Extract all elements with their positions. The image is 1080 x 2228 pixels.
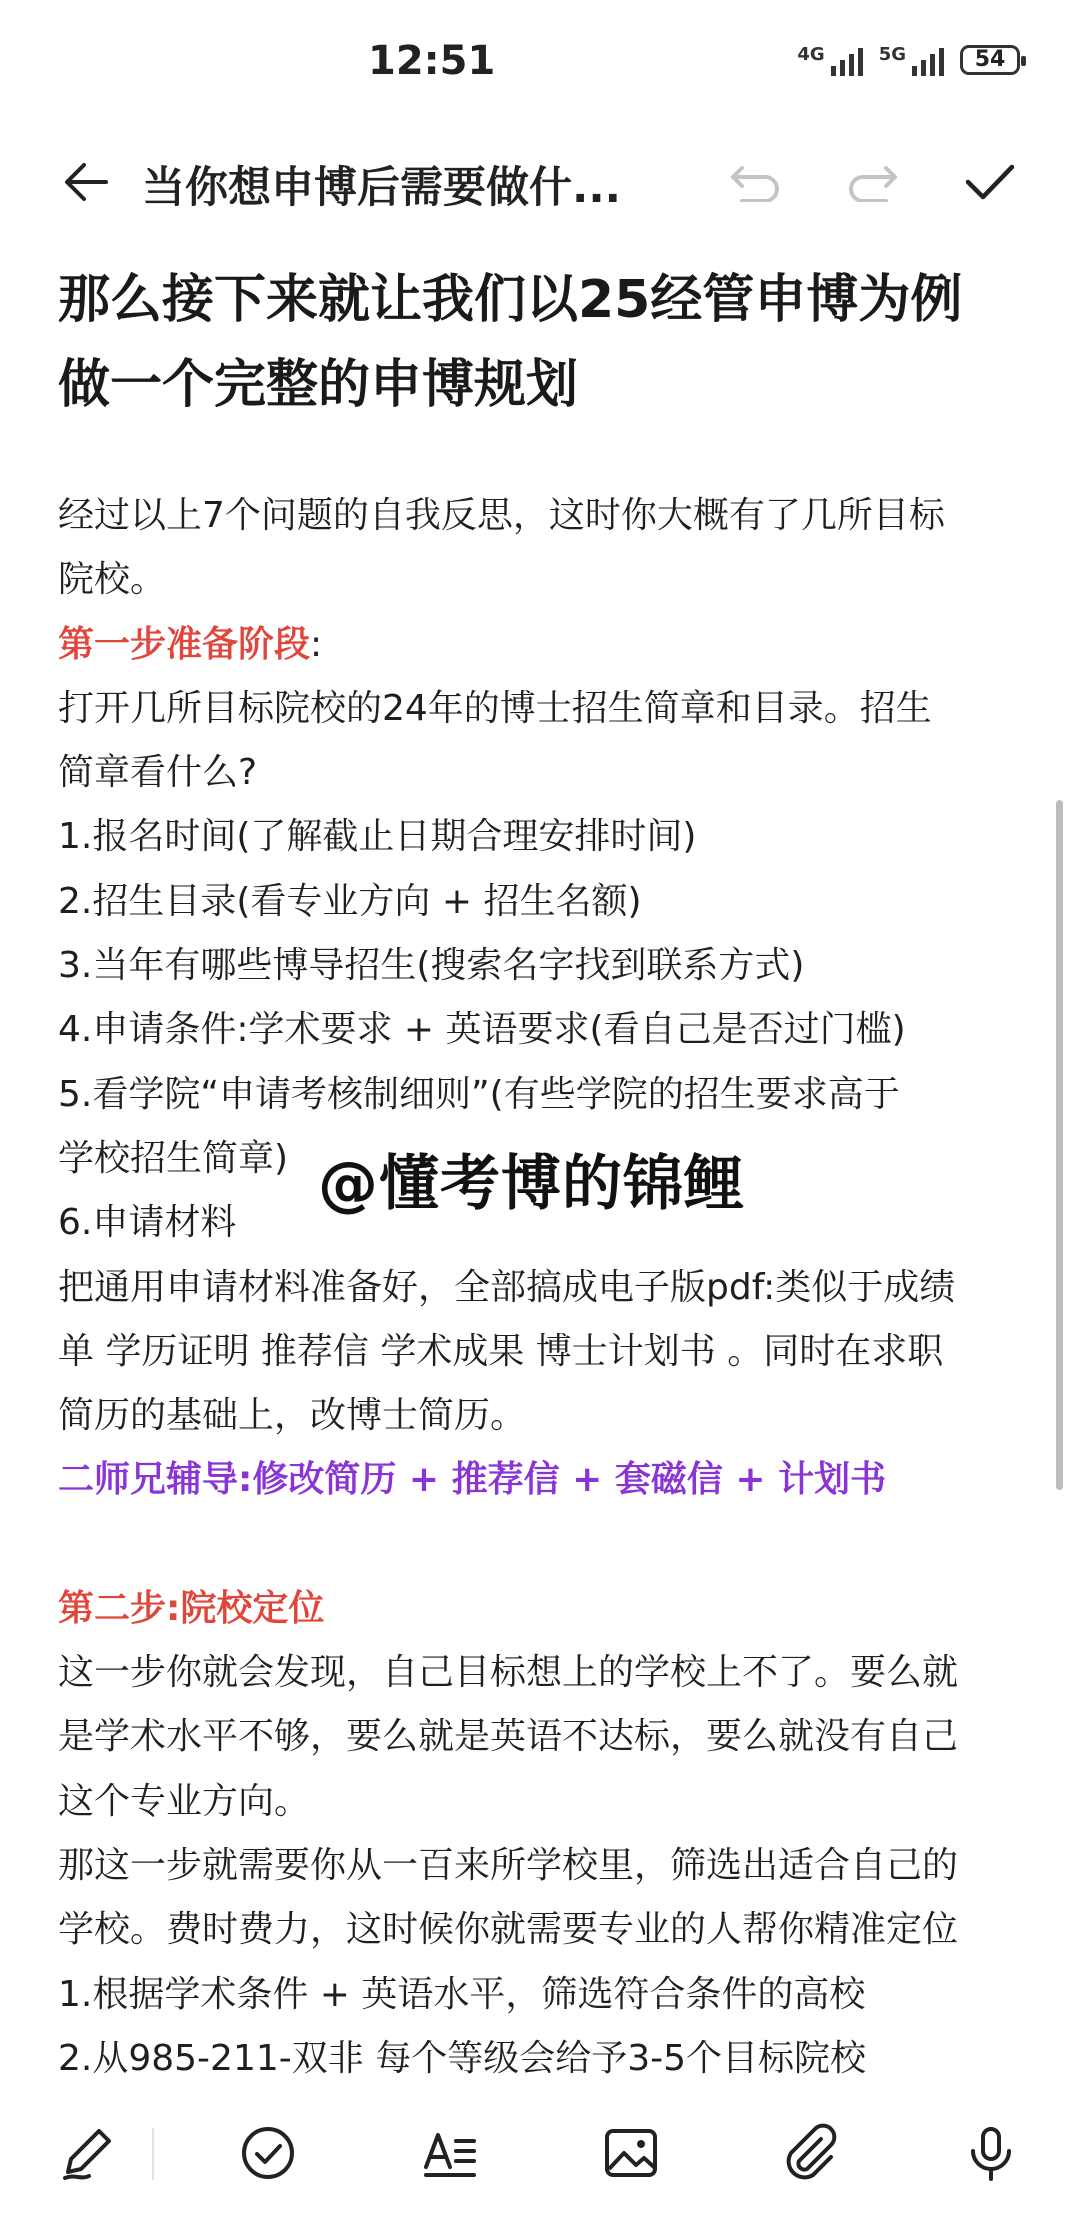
step1-colon: :	[310, 623, 323, 665]
heading-line: 做一个完整的申博规划	[58, 355, 579, 415]
signal-4g-label: 4G	[797, 44, 825, 65]
list-item: 1.报名时间(了解截止日期合理安排时间)	[58, 816, 697, 858]
watermark: @懂考博的锦鲤	[318, 1149, 745, 1219]
materials-text: 单 学历证明 推荐信 学术成果 博士计划书 。同时在求职	[58, 1330, 944, 1372]
tutor-highlight: 二师兄辅导:修改简历 + 推荐信 + 套磁信 + 计划书	[58, 1459, 887, 1501]
step2-heading: 第二步:院校定位	[58, 1587, 325, 1629]
document-body	[58, 484, 1018, 2091]
step2-text: 学校。费时费力，这时候你就需要专业的人帮你精准定位	[58, 1909, 959, 1951]
status-bar	[0, 0, 1080, 120]
step2-text: 那这一步就需要你从一百来所学校里，筛选出适合自己的	[58, 1844, 959, 1886]
list-item: 1.根据学术条件 + 英语水平，筛选符合条件的高校	[58, 1973, 866, 2015]
checklist-icon[interactable]	[233, 2118, 303, 2188]
list-item: 4.申请条件:学术要求 + 英语要求(看自己是否过门槛)	[58, 1009, 906, 1051]
step2-text: 这个专业方向。	[58, 1780, 311, 1822]
toolbar-divider	[152, 2128, 154, 2180]
status-time: 12:51	[368, 38, 496, 84]
redo-icon[interactable]	[842, 152, 902, 212]
image-icon[interactable]	[596, 2118, 666, 2188]
intro-line: 院校。	[58, 559, 167, 601]
heading-line: 那么接下来就让我们以25经管申博为例	[58, 270, 963, 330]
step2-text: 是学术水平不够，要么就是英语不达标，要么就没有自己	[58, 1716, 959, 1758]
list-item: 2.从985-211-双非 每个等级会给予3-5个目标院校	[58, 2037, 866, 2079]
undo-icon[interactable]	[726, 152, 786, 212]
document-title: 当你想申博后需要做什...	[142, 163, 622, 213]
list-item: 2.招生目录(看专业方向 + 招生名额)	[58, 880, 642, 922]
bottom-toolbar	[0, 2100, 1080, 2200]
list-item: 学校招生简章)	[58, 1137, 289, 1179]
step1-heading: 第一步准备阶段	[58, 623, 311, 665]
step1-heading-line	[58, 613, 1018, 677]
status-icons	[797, 44, 1020, 76]
pen-icon[interactable]	[54, 2118, 124, 2188]
blank-line	[58, 1513, 1018, 1577]
materials-text: 简历的基础上，改博士简历。	[58, 1395, 527, 1437]
signal-4g-icon	[797, 44, 862, 76]
step1-text: 简章看什么?	[58, 752, 258, 794]
check-icon[interactable]	[960, 152, 1020, 212]
step1-text: 打开几所目标院校的24年的博士招生简章和目录。招生	[58, 687, 932, 729]
microphone-icon[interactable]	[956, 2118, 1026, 2188]
list-item: 5.看学院“申请考核制细则”(有些学院的招生要求高于	[58, 1073, 900, 1115]
materials-text: 把通用申请材料准备好，全部搞成电子版pdf:类似于成绩	[58, 1266, 956, 1308]
signal-5g-label: 5G	[878, 44, 906, 65]
list-item: 6.申请材料	[58, 1202, 237, 1244]
list-item: 3.当年有哪些博导招生(搜索名字找到联系方式)	[58, 945, 805, 987]
scrollbar[interactable]	[1056, 800, 1063, 1490]
attachment-icon[interactable]	[776, 2118, 846, 2188]
text-format-icon[interactable]	[415, 2118, 485, 2188]
step2-text: 这一步你就会发现，自己目标想上的学校上不了。要么就	[58, 1652, 959, 1694]
intro-line: 经过以上7个问题的自我反思，这时你大概有了几所目标	[58, 495, 945, 536]
title-bar	[0, 140, 1080, 220]
signal-5g-icon	[879, 44, 944, 76]
battery-icon: 54	[960, 45, 1020, 75]
back-arrow-icon[interactable]	[56, 152, 116, 212]
